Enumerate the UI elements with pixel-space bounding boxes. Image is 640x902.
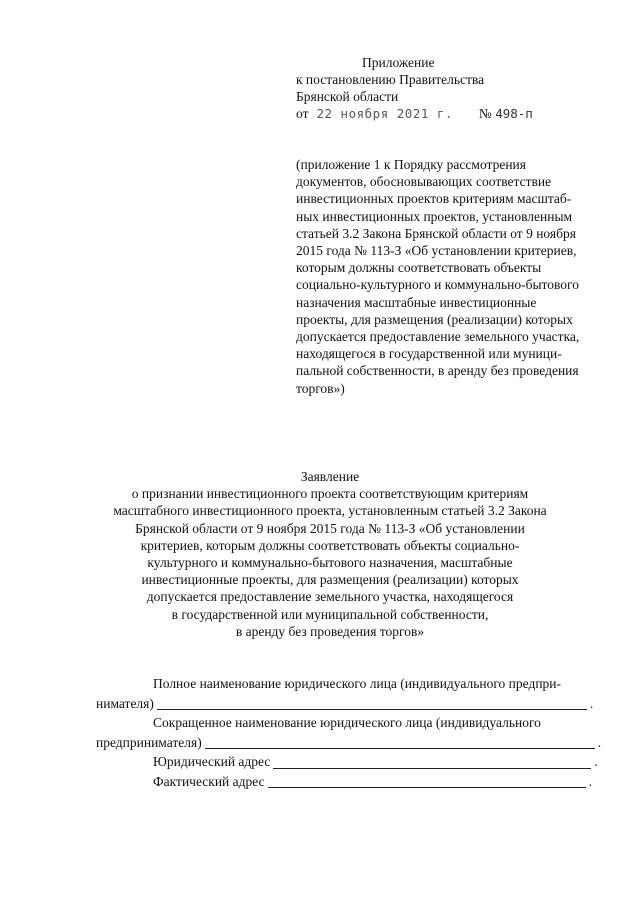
full-name-label: Полное наименование юридического лица (индивидуального предпри- [153, 676, 562, 691]
statement-line: Брянской области от 9 ноября 2015 года № 113-З «Об установлении [135, 520, 525, 536]
note-line: торгов») [296, 380, 345, 396]
note-line: назначения масштабные инвестиционные [296, 294, 537, 310]
actual-address-row [96, 772, 616, 792]
statement-line: в аренду без проведения торгов» [235, 623, 425, 639]
note-line: статьей 3.2 Закона Брянской области от 9 ноября [296, 225, 576, 241]
full-name-label-cont: нимателя) [96, 695, 154, 711]
note-line: допускается предоставление земельного участка, [296, 329, 580, 345]
short-name-label: Сокращенное наименование юридического лица (индивидуального [153, 715, 541, 730]
statement-line: в государственной или муниципальной собственности, [171, 606, 489, 622]
appendix-date-line [296, 105, 626, 122]
appendix-region-line: Брянской области [296, 89, 399, 104]
legal-address-label: Юридический адрес [153, 754, 271, 769]
statement-line: инвестиционные проекты, для размещения (реализации) которых [141, 572, 519, 588]
actual-address-field[interactable] [268, 774, 586, 788]
statement-line: о признании инвестиционного проекта соответствующим критериям [131, 486, 529, 502]
statement-heading [110, 468, 550, 640]
full-name-field[interactable] [157, 696, 587, 710]
appendix-header [296, 54, 626, 122]
number-label: № [478, 106, 492, 121]
legal-address-row [96, 752, 616, 772]
legal-address-period: . [594, 754, 598, 769]
statement-line: допускается предоставление земельного участка, находящегося [146, 589, 514, 605]
statement-line: критериев, которым должны соответствовать объекты социально- [140, 537, 520, 553]
date-stamp: 22 ноября 2021 г. [316, 106, 453, 121]
legal-address-field[interactable] [273, 755, 591, 769]
statement-line: культурного и коммунально-бытового назначения, масштабные [147, 555, 513, 571]
from-label: от [296, 106, 309, 121]
note-line: пальной собственности, в аренду без проведения [296, 363, 579, 379]
actual-address-period: . [588, 773, 592, 789]
note-line: 2015 года № 113-З «Об установлении критериев, [296, 243, 577, 259]
short-name-row-cont [96, 733, 616, 753]
note-line: инвестиционных проектов критериям масштаб- [296, 191, 572, 207]
applicant-form [96, 674, 616, 791]
short-name-label-cont: предпринимателя) [96, 734, 202, 750]
note-line: социально-культурного и коммунально-бытового [296, 277, 579, 293]
note-line: ных инвестиционных проектов, установленным [296, 208, 573, 224]
full-name-row [96, 674, 616, 694]
short-name-row [96, 713, 616, 733]
appendix-note [296, 156, 616, 397]
appendix-title: Приложение [362, 55, 435, 70]
statement-title: Заявление [300, 469, 360, 484]
statement-line: масштабного инвестиционного проекта, установленным статьей 3.2 Закона [113, 503, 547, 519]
full-name-period: . [589, 695, 594, 711]
short-name-field[interactable] [205, 735, 595, 749]
short-name-period: . [597, 734, 602, 750]
number-stamp: 498-п [495, 106, 533, 121]
actual-address-label: Фактический адрес [153, 773, 265, 789]
note-line: документов, обосновывающих соответствие [296, 174, 552, 190]
note-line: которым должны соответствовать объекты [296, 260, 542, 276]
note-line: находящегося в государственной или муници- [296, 346, 562, 362]
full-name-row-cont [96, 694, 616, 714]
note-line: проекты, для размещения (реализации) которых [296, 311, 573, 327]
appendix-resolution-line: к постановлению Правительства [296, 72, 485, 87]
note-line: (приложение 1 к Порядку рассмотрения [296, 157, 526, 172]
